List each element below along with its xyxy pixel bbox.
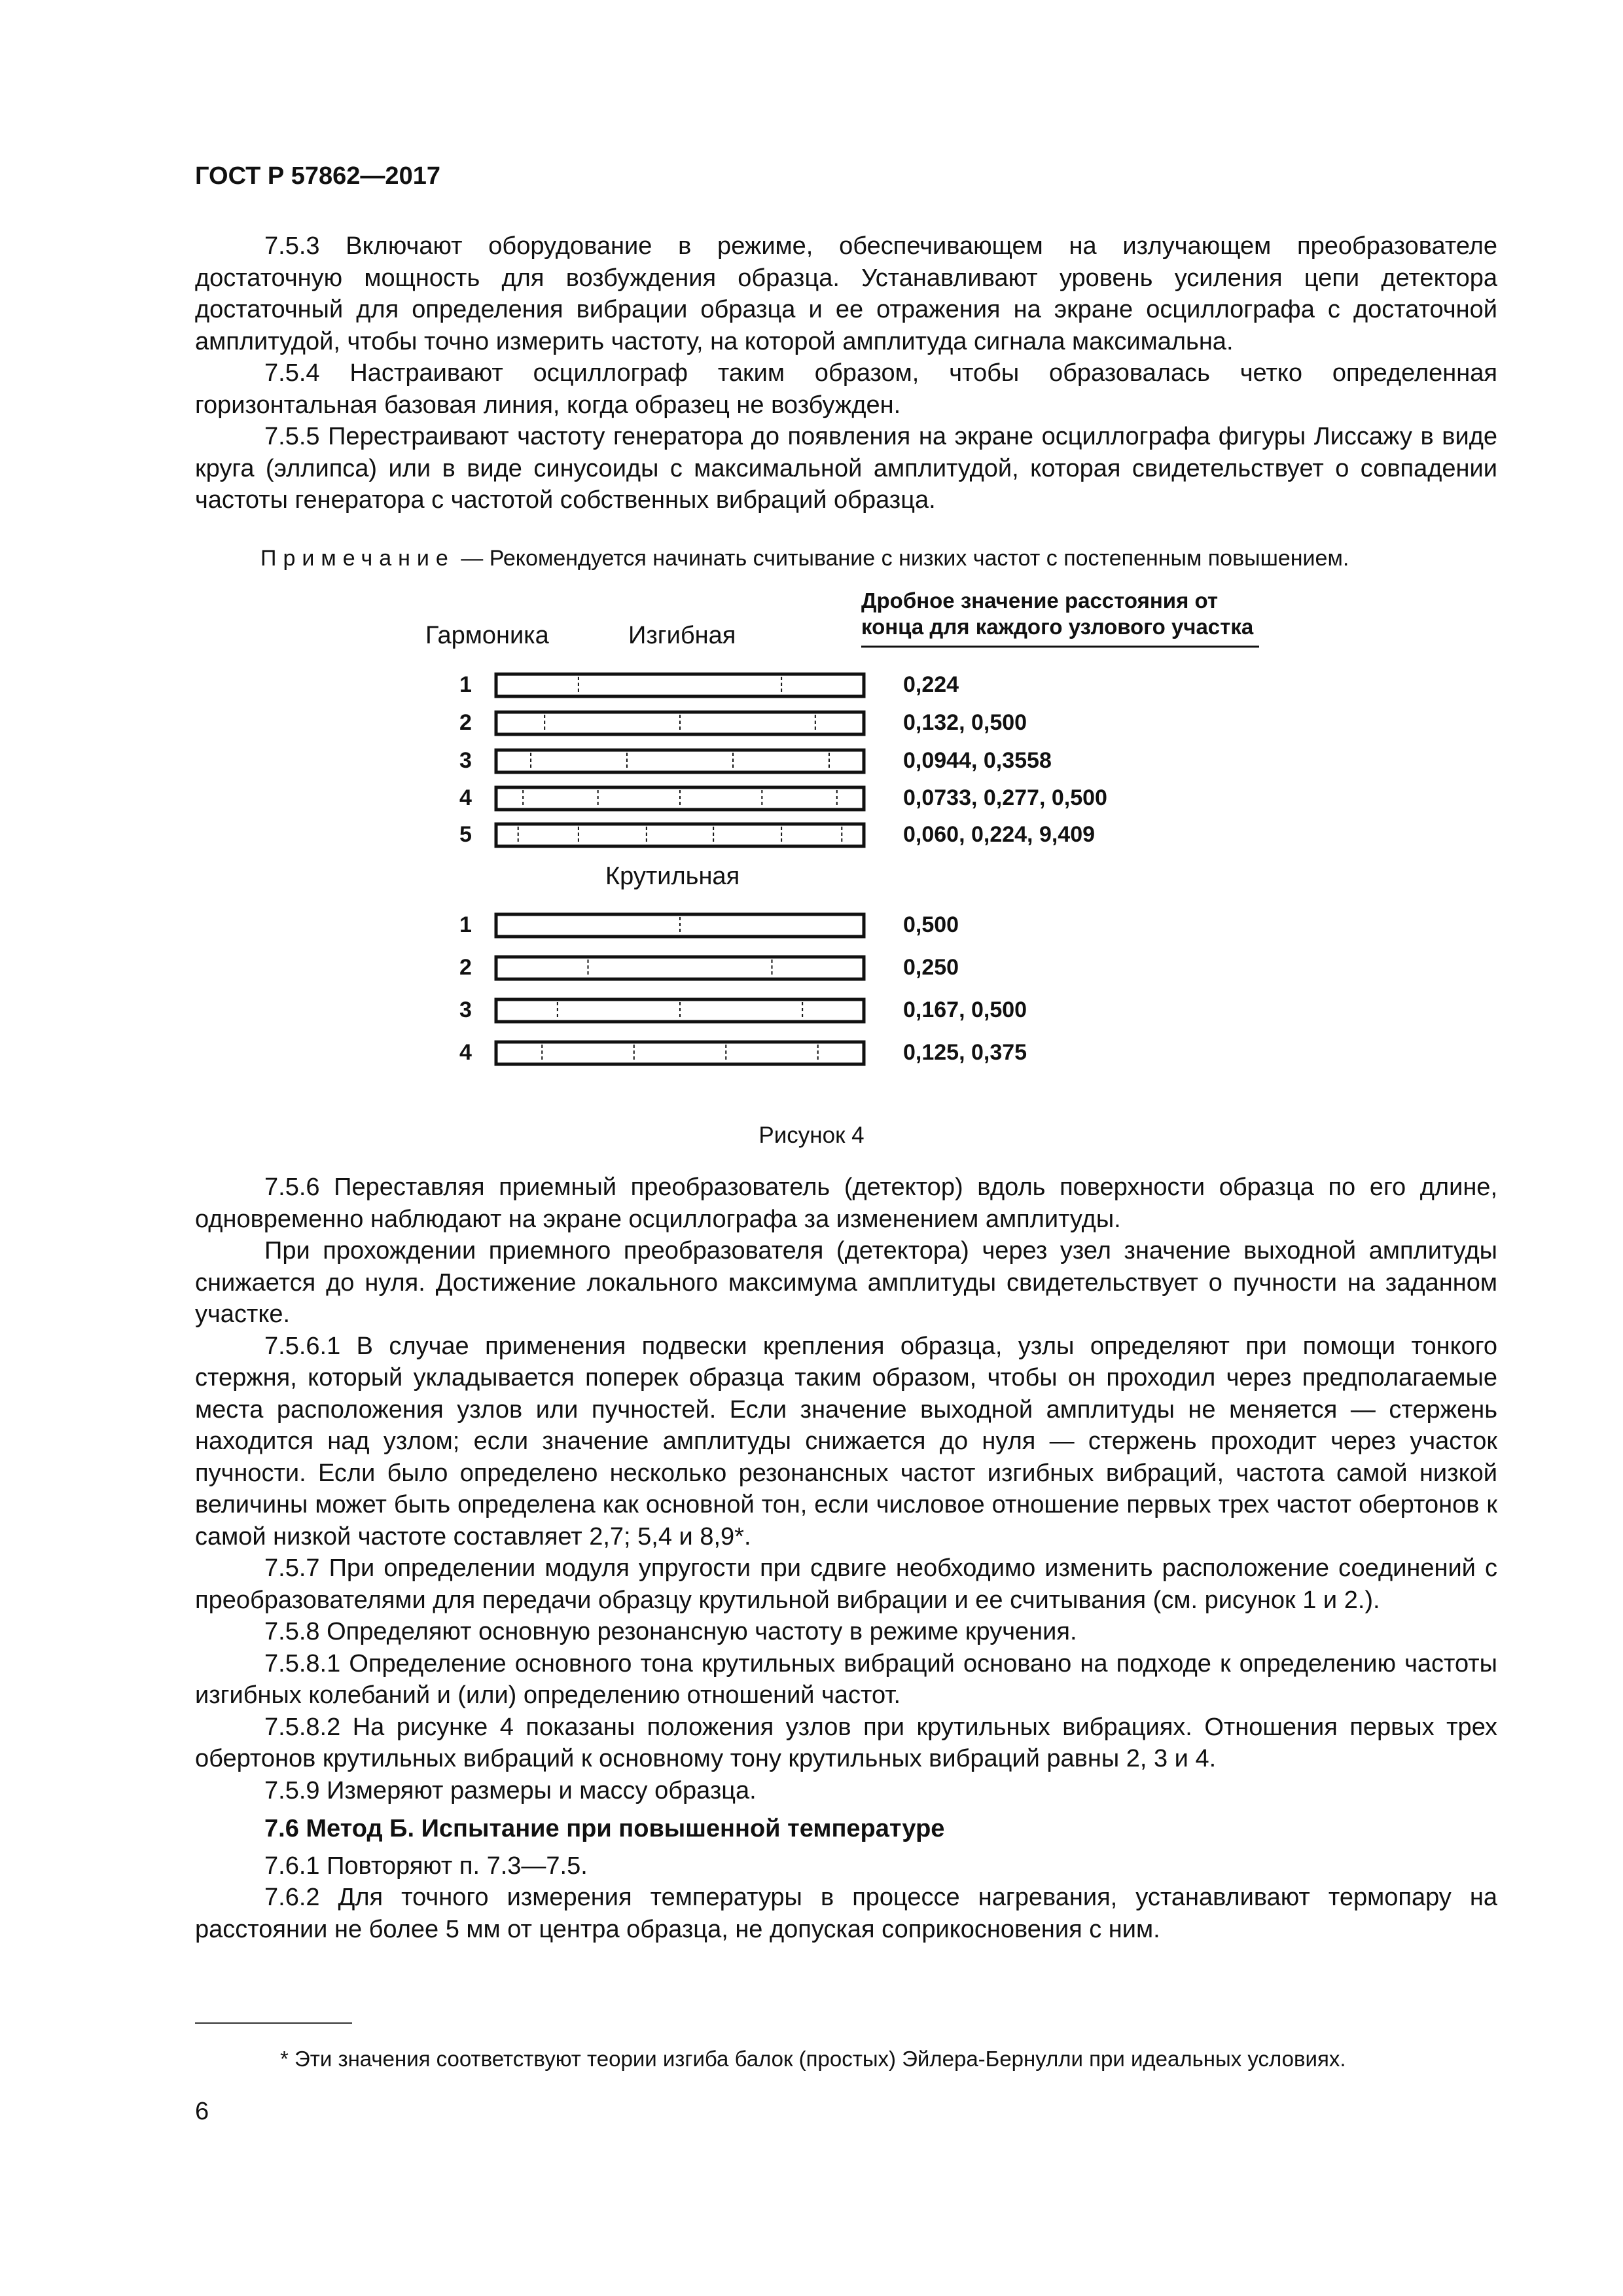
bending-harmonic-number: 2 [459, 710, 472, 735]
paragraph-7-5-4: 7.5.4 Настраивают осциллограф таким образом, чтобы образовалась четко определенная горизонтальная базовая линия, когда образец не возбужден. [195, 359, 1497, 419]
bending-bar-4 [496, 787, 864, 810]
note-label: Примечание [260, 546, 455, 571]
figure-caption: Рисунок 4 [758, 1122, 865, 1148]
bending-bar-3 [496, 750, 864, 772]
harmonic-header: Гармоника [425, 622, 549, 649]
paragraph: 7.5.6 Переставляя приемный преобразователь (детектор) вдоль поверхности образца по его длине, одновременно наблюдают на экране осциллографа за изменением амплитуды. [195, 1174, 1497, 1233]
paragraph: 7.5.7 При определении модуля упругости при сдвиге необходимо изменить расположение соединений с преобразователями для передачи образцу крутильной вибрации и ее считывания (см. рисунок 1 и 2.). [195, 1554, 1497, 1614]
paragraph: 7.5.6.1 В случае применения подвески крепления образца, узлы определяют при помощи тонкого стержня, который укладывается поперек образца таким образом, чтобы он проходил через предполагаемые места расположения узлов или пучностей. Если значение выходной амплитуды не меняется — стержень находится над узлом; если значение амплитуды снижается до нуля — стержень проходит через участок пучности. Если было определено несколько резонансных частот изгибных вибраций, частота самой низкой величины может быть определена как основной тон, если числовое отношение первых трех частот обертонов к самой низкой частоте составляет 2,7; 5,4 и 8,9*. [195, 1332, 1497, 1551]
paragraph-7-5-5: 7.5.5 Перестраивают частоту генератора до появления на экране осциллографа фигуры Лиссажу в виде круга (эллипса) или в виде синусоиды с максимальной амплитудой, которая свидетельствует о совпадении частоты генератора с частотой собственных вибраций образца. [195, 423, 1497, 514]
document-header: ГОСТ Р 57862—2017 [195, 162, 440, 190]
bending-bar-1 [496, 674, 864, 696]
torsional-node-values: 0,250 [903, 955, 959, 980]
torsional-node-values: 0,167, 0,500 [903, 997, 1027, 1022]
value-header [861, 588, 1253, 640]
value-header-line2: конца для каждого узлового участка [861, 615, 1254, 639]
torsional-bar-3 [496, 999, 864, 1022]
torsional-node-values: 0,500 [903, 912, 959, 937]
bending-header: Изгибная [628, 622, 736, 649]
page-number: 6 [195, 2098, 209, 2125]
section-heading: 7.6 Метод Б. Испытание при повышенной температуре [264, 1815, 945, 1842]
paragraph: 7.6.1 Повторяют п. 7.3—7.5. [264, 1852, 588, 1880]
bottom-paragraphs [195, 1172, 1497, 1945]
bending-harmonic-number: 4 [459, 785, 472, 810]
paragraph: 7.5.9 Измеряют размеры и массу образца. [264, 1776, 757, 1804]
bending-node-values: 0,132, 0,500 [903, 710, 1027, 735]
paragraph: 7.5.8.1 Определение основного тона крутильных вибраций основано на подходе к определению частоты изгибных колебаний и (или) определению отношений частот. [195, 1649, 1497, 1709]
paragraph-7-5-3: 7.5.3 Включают оборудование в режиме, обеспечивающем на излучающем преобразователе достаточную мощность для возбуждения образца. Устанавливают уровень усиления цепи детектора достаточный для определения вибрации образца и ее отражения на экране осциллографа с достаточной амплитудой, чтобы точно измерить частоту, на которой амплитуда сигнала максимальна. [195, 232, 1497, 355]
top-paragraphs [195, 230, 1497, 516]
bending-node-values: 0,224 [903, 672, 959, 697]
bending-node-values: 0,060, 0,224, 9,409 [903, 822, 1096, 847]
torsional-harmonic-number: 3 [459, 997, 472, 1022]
bending-harmonic-number: 5 [459, 822, 472, 847]
paragraph: При прохождении приемного преобразователя (детектора) через узел значение выходной амплитуды снижается до нуля. Достижение локального максимума амплитуды свидетельствует о пучности на заданном участке. [195, 1237, 1497, 1328]
bending-harmonic-number: 3 [459, 748, 472, 773]
value-header-line1: Дробное значение расстояния от [861, 588, 1218, 613]
paragraph: 7.6.2 Для точного измерения температуры в процессе нагревания, устанавливают термопару на расстоянии не более 5 мм от центра образца, не допуская соприкосновения с ним. [195, 1884, 1497, 1943]
bending-node-values: 0,0944, 0,3558 [903, 748, 1052, 773]
bending-node-values: 0,0733, 0,277, 0,500 [903, 785, 1107, 810]
bending-harmonic-number: 1 [459, 672, 472, 697]
note [260, 546, 1497, 571]
torsional-bar-1 [496, 914, 864, 937]
paragraph: 7.5.8.2 На рисунке 4 показаны положения узлов при крутильных вибрациях. Отношения первых трех обертонов крутильных вибраций к основному тону крутильных вибраций равны 2, 3 и 4. [195, 1713, 1497, 1772]
footnote-divider [195, 2022, 352, 2024]
footnote: * Эти значения соответствуют теории изгиба балок (простых) Эйлера-Бернулли при идеальных условиях. [280, 2047, 1346, 2071]
torsional-header: Крутильная [605, 863, 740, 890]
torsional-harmonic-number: 4 [459, 1040, 472, 1065]
torsional-bar-4 [496, 1042, 864, 1064]
torsional-node-values: 0,125, 0,375 [903, 1040, 1027, 1065]
bending-bar-5 [496, 824, 864, 846]
torsional-harmonic-number: 2 [459, 955, 472, 980]
torsional-harmonic-number: 1 [459, 912, 472, 937]
bending-bar-2 [496, 712, 864, 734]
note-text: — Рекомендуется начинать считывание с низких частот с постепенным повышением. [454, 546, 1349, 571]
torsional-bar-2 [496, 957, 864, 979]
paragraph: 7.5.8 Определяют основную резонансную частоту в режиме кручения. [264, 1618, 1077, 1645]
